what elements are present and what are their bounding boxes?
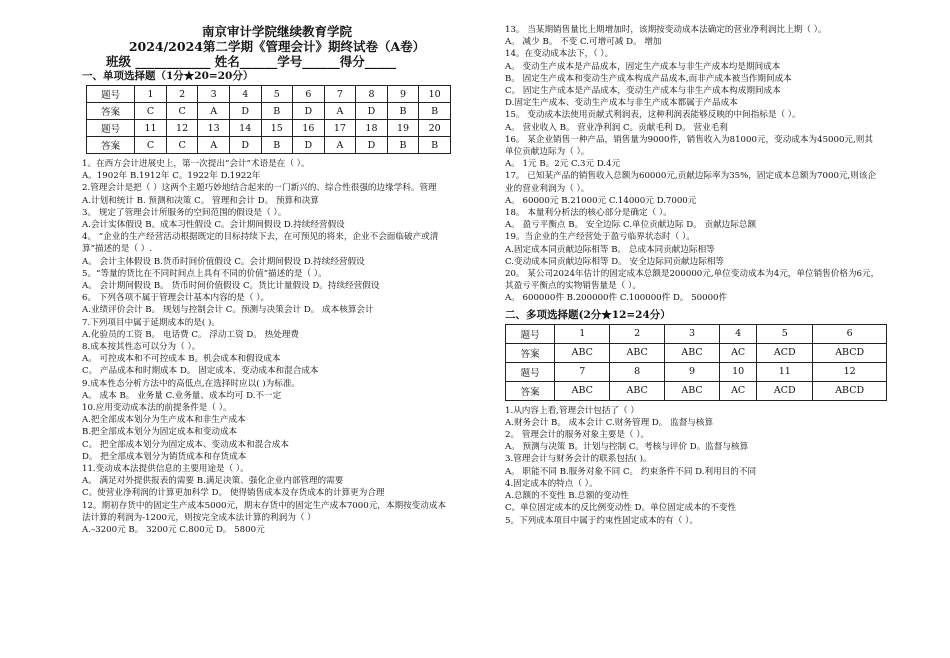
table-cell: C (166, 137, 198, 154)
question-line: A。 会计期间假设 B。 货币时间价值假设 C。货比计量假设 D。持续经营假设 (82, 281, 380, 292)
question-line: C.变动成本同贡献边际相等 D。 安全边际同贡献边际相等 (505, 256, 725, 267)
question-line: 5。下列成本项目中属于约束性固定成本的有（ ）。 (505, 515, 698, 526)
table-cell: 题号 (506, 362, 555, 381)
question-line: A。 变动生产成本是产品成本，固定生产成本与非生产成本均是期间成本 (505, 61, 781, 72)
table-cell: 13 (198, 120, 230, 137)
table-row (87, 103, 451, 120)
table-cell: 20 (419, 120, 451, 137)
table-row (506, 362, 887, 381)
question-line: 17。 已知某产品的销售收入总额为60000元,贡献边际率为35%，固定成本总额为7000元,则该企 (505, 171, 877, 182)
question-line: A。 600000件 B.200000件 C.100000件 D。 50000件 (505, 293, 728, 304)
question-line: 业的营业利润为（ ）。 (505, 183, 590, 194)
table-cell: 题号 (87, 86, 135, 103)
class-label: 班级 (106, 54, 132, 69)
section-2-title: 二、多项选择题(2分★12=24分） (505, 308, 671, 321)
table-cell: 答案 (506, 343, 555, 362)
answer-table-2 (505, 324, 887, 401)
question-line: 15。 变动成本法使用贡献式利润表，这种利润表能够反映的中间指标是（ ）。 (505, 110, 801, 121)
question-line: C。 把全部成本划分为固定成本、变动成本和混合成本 (82, 439, 289, 450)
left-column (82, 0, 472, 536)
question-line: 7.下列项目中属于延期成本的是( )。 (82, 317, 220, 328)
table-cell: ABC (555, 343, 610, 362)
table-cell: 答案 (506, 381, 555, 400)
question-line: A.会计实体假设 B。成本习性假设 C。会计期间假设 D.持续经营假设 (82, 220, 345, 231)
question-line: 法计算的利润为-1200元，则按完全成本法计算的利润为（ ） (82, 512, 316, 523)
table-row (87, 120, 451, 137)
table-cell: C (135, 137, 167, 154)
table-cell: D (356, 103, 388, 120)
table-cell: B (387, 103, 419, 120)
question-line: 6。 下列各项不属于管理会计基本内容的是（ ）。 (82, 293, 270, 304)
question-line: 单位贡献边际为（ ）。 (505, 147, 590, 158)
table-cell: B (387, 137, 419, 154)
table-cell: 5 (757, 324, 813, 343)
question-line: C。 产品成本和时期成本 D。 固定成本、变动成本和混合成本 (82, 366, 319, 377)
table-cell: C (166, 103, 198, 120)
question-line: A.固定成本同贡献边际相等 B。 总成本同贡献边际相等 (505, 244, 715, 255)
table-cell: 2 (610, 324, 665, 343)
score-field[interactable]: _____ (364, 54, 397, 69)
question-line: A.业绩评价会计 B。 规划与控制会计 C。预测与决策会计 D。 成本核算会计 (82, 305, 374, 316)
table-cell: 9 (665, 362, 720, 381)
table-cell: ACD (757, 343, 813, 362)
table-cell: D (293, 103, 325, 120)
question-line: A.计划和统计 B. 预测和决策 C。 管理和会计 D。 预算和决算 (82, 195, 319, 206)
question-line: 16。 某企业销售一种产品，销售量为9000件，销售收入为81000元，变动成本为45000元,则其 (505, 134, 873, 145)
question-line: 3。 规定了管理会计所服务的空间范围的假设是（ ）。 (82, 207, 287, 218)
question-line: A。 60000元 B.21000元 C.14000元 D.7000元 (505, 195, 697, 206)
table-cell: 2 (166, 86, 198, 103)
table-cell: AC (720, 343, 757, 362)
student-id-field[interactable]: ______ (302, 54, 340, 69)
table-cell: 19 (387, 120, 419, 137)
table-cell: 6 (293, 86, 325, 103)
question-line: 1。在西方会计进展史上，第一次提出“会计”术语是在（ ）。 (82, 159, 310, 169)
table-cell: 5 (261, 86, 293, 103)
question-line: 14。在变动成本法下，（ ）。 (505, 49, 614, 60)
table-cell: 题号 (506, 324, 555, 343)
table-cell: A (198, 137, 230, 154)
question-line: A。 可控成本和不可控成本 B。机会成本和假设成本 (82, 354, 281, 365)
question-line: D。 把全部成本划分为销货成本和存货成本 (82, 451, 247, 462)
table-cell: ABCD (813, 381, 887, 400)
question-line: A。 1元 B。2元 C.3元 D.4元 (505, 159, 621, 170)
question-line: A。 成本 B。 业务量 C.业务量、成本均可 D.不一定 (82, 390, 282, 401)
table-cell: AC (720, 381, 757, 400)
table-cell: B (261, 103, 293, 120)
question-line: A。 满足对外提供报表的需要 B.满足决策、强化企业内部管理的需要 (82, 476, 344, 487)
table-cell: B (419, 137, 451, 154)
question-line: B。 固定生产成本和变动生产成本构成产品成本,而非产成本被当作期间成本 (505, 73, 792, 84)
table-row (506, 324, 887, 343)
table-cell: D (229, 137, 261, 154)
table-cell: B (419, 103, 451, 120)
question-line: 4。 “企业的生产经营活动根据既定的目标持续下去，在可预见的将来，企业不会面临破产或清 (82, 232, 439, 243)
question-list-2 (505, 405, 887, 527)
table-cell: ABC (665, 343, 720, 362)
name-field[interactable]: ______ (239, 54, 278, 69)
table-cell: 10 (720, 362, 757, 381)
table-cell: 9 (387, 86, 419, 103)
table-cell: 答案 (87, 103, 135, 120)
question-line: 2.管理会计是把（ ）这两个主题巧妙地结合起来的一门新兴的、综合性很强的边缘学科。管理 (82, 183, 437, 194)
question-line: 5。“等量的货比在不同时间点上具有不同的价值”描述的是（ ）。 (82, 268, 327, 279)
question-line: 10.应用变动成本法的前提条件是（ ）。 (82, 403, 232, 414)
table-cell: 11 (135, 120, 167, 137)
question-line: C。使营业净利润的计算更加科学 D。 使得销售成本及存货成本的计算更为合理 (82, 488, 385, 499)
table-cell: 答案 (87, 137, 135, 154)
question-line: 2。 管理会计的服务对象主要是（ ）。 (505, 430, 650, 441)
question-line: A.–3200元 B。 3200元 C.800元 D。 5800元 (82, 525, 265, 536)
table-cell: 10 (419, 86, 451, 103)
table-cell: 3 (665, 324, 720, 343)
question-line: 9.成本性态分析方法中的高低点,在选择时应以( )为标准。 (82, 378, 301, 389)
question-line: 13。 当某期销售量比上期增加时，该期按变动成本法确定的营业净利润比上期（ ）。 (505, 25, 827, 35)
section-1-title: 一、单项选择题（1分★20=20分） (82, 70, 254, 82)
question-line: A。 减少 B。 不变 C.可增可减 D。 增加 (505, 37, 662, 48)
table-cell: 15 (261, 120, 293, 137)
table-cell: 7 (555, 362, 610, 381)
question-line: 20。 某公司2024年估计的固定成本总额是200000元,单位变动成本为4元，单位销售价格为6元， (505, 269, 880, 280)
table-cell: B (261, 137, 293, 154)
question-line: A.把全部成本划分为生产成本和非生产成本 (82, 415, 246, 426)
question-line: 其盈亏平衡点的实物销售量是（ ）。 (505, 281, 641, 292)
question-line: A。 会计主体假设 B.货币时间价值假设 C。会计期间假设 D.持续经营假设 (82, 256, 365, 267)
table-row (506, 343, 887, 362)
table-cell: ABC (610, 343, 665, 362)
question-line: 18。 本量利分析法的核心部分是确定（ ）。 (505, 208, 672, 219)
table-cell: D (356, 137, 388, 154)
question-line: A。1902年 B.1912年 C。1922年 D.1922年 (82, 171, 261, 182)
question-line: 算”描述的是（ ）. (82, 244, 153, 255)
table-cell: 11 (757, 362, 813, 381)
table-cell: 12 (813, 362, 887, 381)
table-cell: A (324, 137, 356, 154)
table-row (87, 86, 451, 103)
question-line: C。单位固定成本的反比例变动性 D。单位固定成本的不变性 (505, 503, 737, 514)
exam-title: 2024/2024第二学期《管理会计》期终试卷（A卷） (128, 39, 426, 54)
question-line: 11.变动成本法提供信息的主要用途是（ ）。 (82, 464, 249, 475)
table-cell: 3 (198, 86, 230, 103)
question-line: A。 盈亏平衡点 B。 安全边际 C.单位贡献边际 D。 贡献边际总额 (505, 220, 757, 231)
table-row (506, 381, 887, 400)
table-row (87, 137, 451, 154)
question-line: A.化验员的工资 B。 电话费 C。 浮动工资 D。 热处理费 (82, 329, 299, 340)
question-list-continued (505, 24, 887, 305)
question-line: 1.从内容上看,管理会计包括了（ ） (505, 405, 639, 416)
name-label: 姓名 (214, 54, 240, 69)
table-cell: D (229, 103, 261, 120)
table-cell: 4 (720, 324, 757, 343)
question-line: 12。期初存货中的固定生产成本5000元，期末存货中的固定生产成本7000元，本期按变动成本 (82, 500, 447, 511)
question-line: C。 固定生产成本是产品成本，变动生产成本与非生产成本构成期间成本 (505, 86, 781, 97)
table-cell: 1 (135, 86, 167, 103)
question-line: 8.成本按其性态可以分为（ ）。 (82, 342, 201, 353)
table-cell: ABCD (813, 343, 887, 362)
question-line: A。 预测与决策 B。计划与控制 C。考核与评价 D。监督与核算 (505, 442, 749, 453)
table-cell: ACD (757, 381, 813, 400)
question-line: A.财务会计 B。 成本会计 C.财务管理 D。 监督与核算 (505, 417, 714, 428)
table-cell: 17 (324, 120, 356, 137)
student-info-line (106, 54, 472, 69)
table-cell: A (198, 103, 230, 120)
table-cell: D (293, 137, 325, 154)
table-cell: A (324, 103, 356, 120)
table-cell: 8 (610, 362, 665, 381)
question-line: 3.管理会计与财务会计的联系包括( )。 (505, 454, 652, 465)
score-label: 得分 (339, 54, 365, 69)
question-line: B.把全部成本划分为固定成本和变动成本 (82, 427, 238, 438)
table-cell: 7 (324, 86, 356, 103)
table-cell: ABC (610, 381, 665, 400)
table-cell: 8 (356, 86, 388, 103)
school-name: 南京审计学院继续教育学院 (201, 24, 352, 39)
class-field[interactable]: ____________ (135, 54, 211, 69)
right-column (505, 24, 887, 527)
table-cell: 4 (229, 86, 261, 103)
table-cell: 12 (166, 120, 198, 137)
table-cell: 16 (293, 120, 325, 137)
question-line: D.固定生产成本、变动生产成本与非生产成本都属于产品成本 (505, 98, 738, 109)
table-cell: ABC (555, 381, 610, 400)
question-line: A.总额的不变性 B.总额的变动性 (505, 491, 629, 502)
student-id-label: 学号 (277, 54, 303, 69)
question-line: 4.固定成本的特点（ ）。 (505, 478, 598, 489)
table-cell: C (135, 103, 167, 120)
table-cell: 14 (229, 120, 261, 137)
table-cell: 1 (555, 324, 610, 343)
table-cell: ABC (665, 381, 720, 400)
question-line: A。 营业收入 B。 营业净利润 C。贡献毛利 D。 营业毛利 (505, 122, 728, 133)
table-cell: 18 (356, 120, 388, 137)
question-list-1 (82, 158, 472, 536)
question-line: 19。当企业的生产经营处于盈亏临界状态时（ ）。 (505, 232, 695, 243)
table-cell: 6 (813, 324, 887, 343)
question-line: A。 职能不同 B.服务对象不同 C。 约束条件不同 D.利用目的不同 (505, 466, 757, 477)
table-cell: 题号 (87, 120, 135, 137)
answer-table-1 (86, 85, 451, 154)
